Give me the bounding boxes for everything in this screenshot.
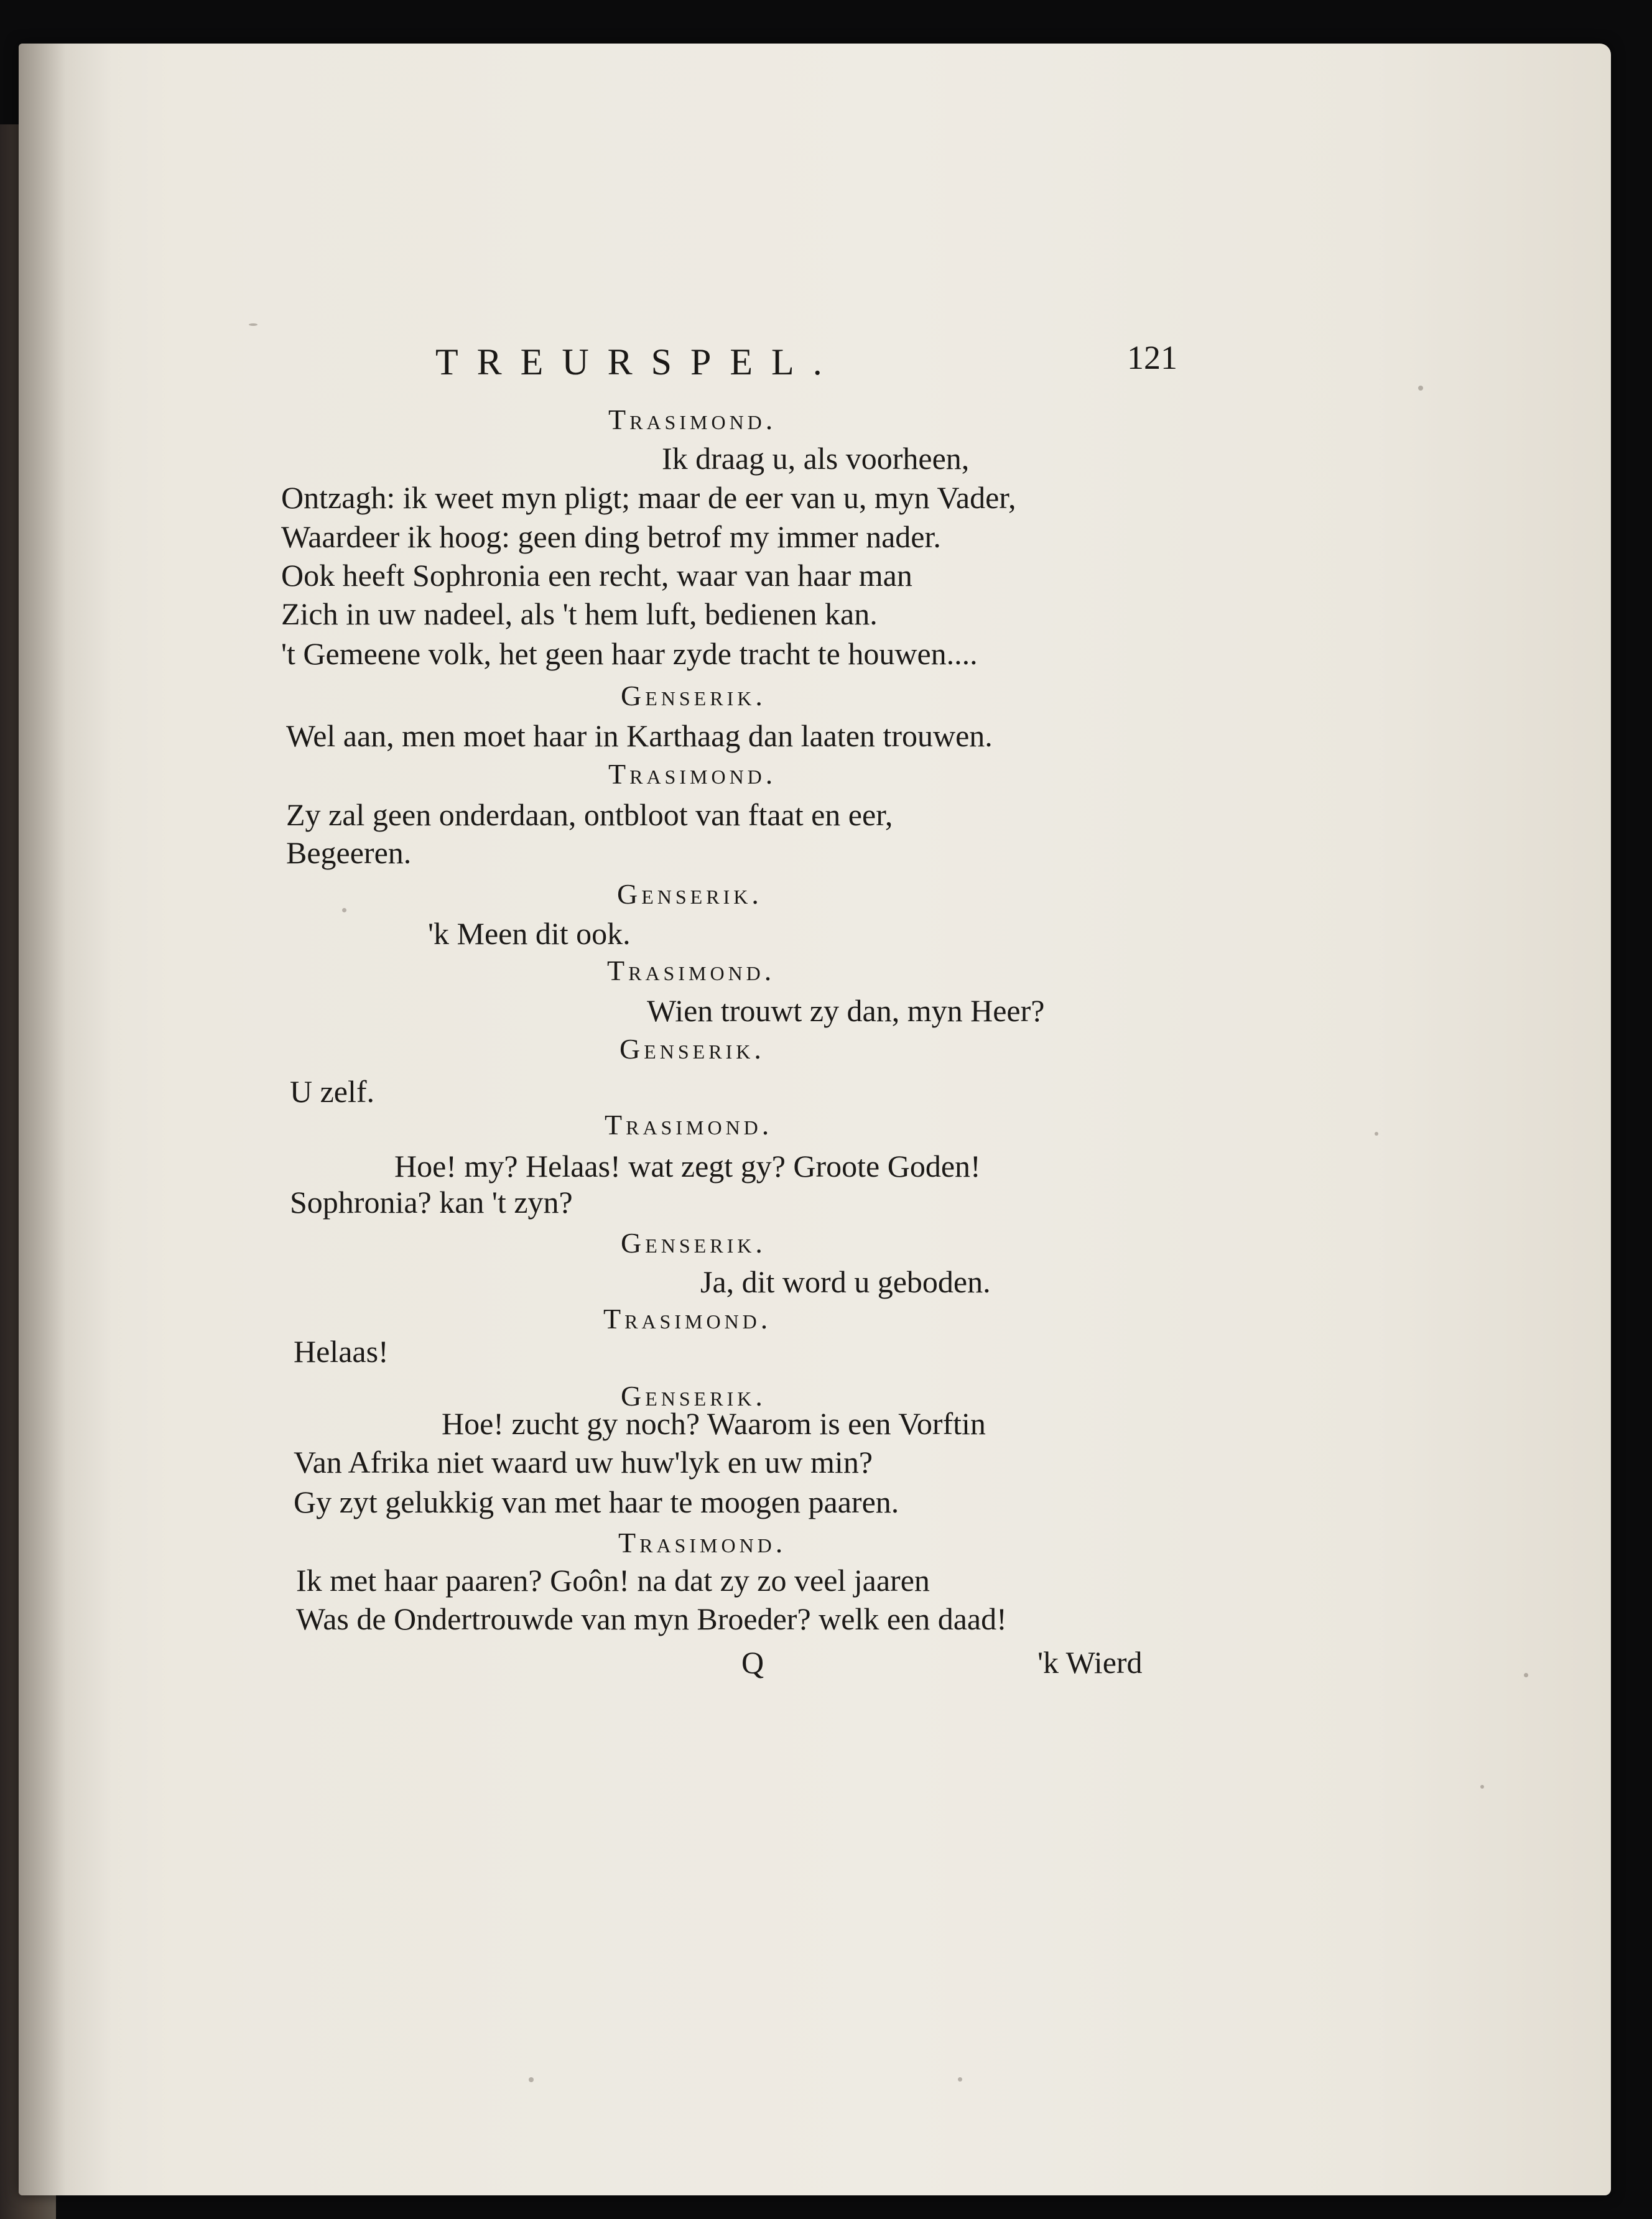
speaker-name: Trasimond. [605, 1109, 773, 1141]
verse-line: Waardeer ik hoog: geen ding betrof my immer nader. [281, 519, 941, 554]
foxing-spot [1375, 1132, 1378, 1136]
verse-line: U zelf. [290, 1074, 375, 1109]
page-number: 121 [1127, 339, 1177, 376]
speaker-name: Trasimond. [608, 758, 777, 790]
verse-line: Ja, dit word u geboden. [700, 1264, 991, 1299]
verse-line: Ontzagh: ik weet myn pligt; maar de eer van u, myn Vader, [281, 480, 1016, 515]
speaker-name: Genserik. [620, 1033, 765, 1065]
verse-line: 't Gemeene volk, het geen haar zyde tracht te houwen.... [281, 636, 978, 671]
foxing-spot [1480, 1785, 1484, 1789]
verse-line: Wien trouwt zy dan, myn Heer? [647, 993, 1045, 1028]
foxing-spot [1524, 1673, 1528, 1677]
speaker-name: Genserik. [617, 878, 763, 910]
verse-line: Sophronia? kan 't zyn? [290, 1185, 573, 1220]
running-title: TREURSPEL. [435, 341, 841, 382]
verse-line: Gy zyt gelukkig van met haar te moogen paaren. [294, 1485, 899, 1519]
verse-line: Helaas! [294, 1334, 389, 1369]
verse-line: Hoe! zucht gy noch? Waarom is een Vorftin [442, 1406, 986, 1441]
foxing-spot [342, 908, 346, 912]
verse-line: Hoe! my? Helaas! wat zegt gy? Groote Goden! [394, 1149, 981, 1184]
foxing-spot [529, 2077, 534, 2082]
verse-line: 'k Meen dit ook. [428, 916, 631, 951]
speaker-name: Genserik. [621, 1227, 766, 1259]
page-gutter-shadow [19, 44, 112, 2195]
speaker-name: Trasimond. [608, 404, 777, 435]
speaker-name: Trasimond. [607, 955, 776, 986]
signature-mark: Q [741, 1645, 764, 1680]
speaker-name: Trasimond. [603, 1303, 772, 1335]
verse-line: Ik draag u, als voorheen, [662, 441, 970, 476]
speaker-name: Trasimond. [618, 1527, 787, 1559]
speaker-name: Genserik. [621, 1380, 766, 1412]
foxing-spot [958, 2077, 962, 2082]
foxing-spot [1418, 386, 1423, 391]
speaker-name: Genserik. [621, 680, 766, 711]
verse-line: Ook heeft Sophronia een recht, waar van haar man [281, 558, 912, 593]
verse-line: Wel aan, men moet haar in Karthaag dan laaten trouwen. [286, 718, 993, 753]
verse-line: Van Afrika niet waard uw huw'lyk en uw min? [294, 1445, 873, 1480]
verse-line: Zich in uw nadeel, als 't hem luft, bedienen kan. [281, 596, 878, 631]
ink-mark [249, 323, 258, 326]
catchword: 'k Wierd [1037, 1645, 1143, 1680]
verse-line: Begeeren. [286, 835, 412, 870]
verse-line: Zy zal geen onderdaan, ontbloot van ftaat en eer, [286, 797, 893, 832]
verse-line: Was de Ondertrouwde van myn Broeder? welk een daad! [296, 1601, 1007, 1636]
verse-line: Ik met haar paaren? Goôn! na dat zy zo veel jaaren [296, 1563, 930, 1598]
